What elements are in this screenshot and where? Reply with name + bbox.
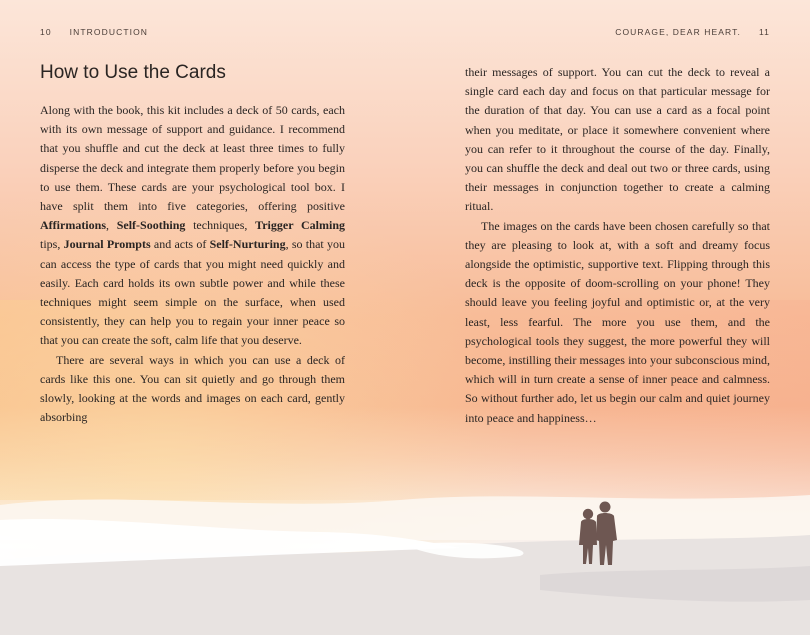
- category-affirmations: Affirmations: [40, 218, 106, 233]
- right-running-title: COURAGE, DEAR HEART.: [615, 27, 741, 37]
- category-journal-prompts: Journal Prompts: [63, 237, 151, 252]
- right-page-number: 11: [758, 27, 770, 37]
- category-self-soothing: Self-Soothing: [116, 218, 186, 233]
- right-running-header: [615, 27, 770, 37]
- paragraph: The images on the cards have been chosen carefully so that they are pleasing to look at, with a soft and dreamy focus alongside the optimistic, supportive text. Flipping through this deck is the opposite of doom-scrolling on your phone! They should leave you feeling joyful and optimistic or, at the very least, less fearful. The more you use them, and the psychological tools they suggest, the more powerful they will become, instilling their messages into your subconscious mind, which will in turn create a sense of inner peace and calmness. So without further ado, let us begin our calm and quiet journey into peace and happiness…: [465, 218, 770, 425]
- left-running-title: INTRODUCTION: [69, 27, 149, 37]
- paragraph: their messages of support. You can cut the deck to reveal a single card each day and focus on that particular message for the duration of that day. You can use a card as a focal point when you meditate, or place it somewhere convenient where you can refer to it throughout the course of the day. Finally, you can shuffle the deck and deal out two or three cards, using their messages in conjunction together to create a calming ritual.: [465, 65, 770, 214]
- section-title: How to Use the Cards: [40, 62, 226, 83]
- paragraph: Along with the book, this kit includes a deck of 50 cards, each with its own message of support and guidance. I recommend that you shuffle and cut the deck at least three times to fully disperse the deck and integrate them properly before you begin to use them. These cards are your psychological tool box. I have split them into five categories, offering positive Affirmations, Self-Soothing techniques, Trigger Calming tips, Journal Prompts and acts of Self-Nurturing, so that you can access the type of cards that you might need quickly and easily. Each card holds its own subtle power and while these techniques might seem simple on the surface, when used consistently, they can help you to regain your inner peace so that you can create the soft, calm life that you deserve.: [40, 103, 345, 348]
- category-trigger-calming: Trigger Calming: [255, 218, 345, 233]
- left-page-number: 10: [40, 27, 52, 37]
- category-self-nurturing: Self-Nurturing: [209, 237, 286, 252]
- right-text-column: [465, 63, 770, 428]
- paragraph: There are several ways in which you can use a deck of cards like this one. You can sit quietly and go through them slowly, looking at the words and images on each card, gently absorbing: [40, 352, 345, 425]
- left-text-column: [40, 101, 345, 427]
- left-running-header: [40, 27, 148, 37]
